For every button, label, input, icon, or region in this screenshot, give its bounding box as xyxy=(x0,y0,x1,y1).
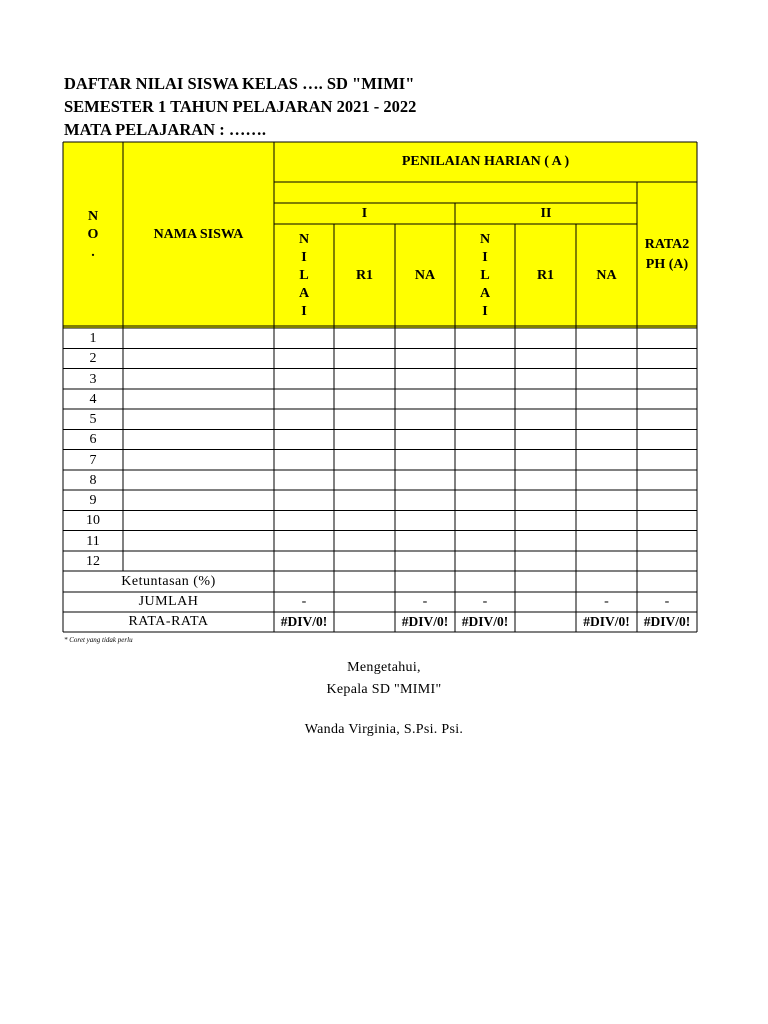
header-nilai-1-letter: L xyxy=(299,268,309,283)
summary-ketuntasan-label: Ketuntasan (%) xyxy=(121,573,216,589)
header-r1-2: R1 xyxy=(536,268,555,283)
header-group-i: I xyxy=(361,205,368,221)
header-nilai-2-letter: L xyxy=(480,268,490,283)
row-number: 4 xyxy=(89,391,97,407)
jumlah-value: - xyxy=(482,594,488,609)
rata-rata-value: #DIV/0! xyxy=(401,614,449,629)
header-rata2-ph xyxy=(637,182,697,328)
header-nilai-2-letter: I xyxy=(482,250,488,265)
row-number: 10 xyxy=(86,513,100,529)
rata-rata-value: #DIV/0! xyxy=(280,614,328,629)
jumlah-value: - xyxy=(301,594,307,609)
header-nilai-1-letter: I xyxy=(301,250,307,265)
title-line-2: SEMESTER 1 TAHUN PELAJARAN 2021 - 2022 xyxy=(64,97,417,116)
signature-position: Kepala SD "MIMI" xyxy=(326,682,442,697)
jumlah-value xyxy=(515,592,576,612)
header-rata2-line: RATA2 xyxy=(644,237,690,252)
rata-rata-value xyxy=(515,612,576,632)
header-nama-siswa: NAMA SISWA xyxy=(153,227,244,242)
row-number: 7 xyxy=(89,452,97,468)
header-nilai-1-letter: N xyxy=(298,232,310,247)
summary-rata-rata-label: RATA-RATA xyxy=(128,614,209,629)
row-number: 12 xyxy=(86,553,100,569)
header-na-2: NA xyxy=(596,268,617,283)
jumlah-value: - xyxy=(422,594,428,609)
rata-rata-value: #DIV/0! xyxy=(643,614,691,629)
row-number: 2 xyxy=(89,351,97,367)
rata-rata-value: #DIV/0! xyxy=(583,614,630,629)
header-nilai-1-letter: A xyxy=(298,286,310,301)
header-nilai-2-letter: N xyxy=(479,232,491,247)
row-number: 9 xyxy=(89,493,97,509)
header-no-letter: . xyxy=(91,245,95,260)
row-number: 6 xyxy=(89,432,97,448)
header-r1-1: R1 xyxy=(355,268,374,283)
signature-mengetahui: Mengetahui, xyxy=(347,660,421,675)
row-number: 5 xyxy=(89,412,97,428)
jumlah-value xyxy=(334,592,395,612)
rata-rata-value xyxy=(334,612,395,632)
row-number: 3 xyxy=(89,371,97,387)
summary-jumlah-label: JUMLAH xyxy=(138,594,199,609)
header-nilai-2 xyxy=(455,224,515,328)
header-na-1: NA xyxy=(414,268,436,283)
header-no-letter: O xyxy=(87,227,99,242)
footnote: * Coret yang tidak perlu xyxy=(64,636,133,644)
header-nilai-1 xyxy=(274,224,334,328)
row-number: 1 xyxy=(89,331,97,347)
header-group-ii: II xyxy=(540,205,552,221)
header-nilai-2-letter: A xyxy=(479,286,491,301)
title-line-3: MATA PELAJARAN : ……. xyxy=(64,120,266,139)
header-penilaian-harian: PENILAIAN HARIAN ( A ) xyxy=(401,154,570,169)
rata-rata-value: #DIV/0! xyxy=(461,614,509,629)
header-no xyxy=(63,142,123,328)
header-nilai-1-letter: I xyxy=(301,304,307,319)
jumlah-value: - xyxy=(664,594,670,609)
row-number: 8 xyxy=(89,472,97,488)
header-nilai-2-letter: I xyxy=(482,304,488,319)
signature-name: Wanda Virginia, S.Psi. Psi. xyxy=(304,722,464,737)
row-number: 11 xyxy=(86,533,100,549)
title-line-1: DAFTAR NILAI SISWA KELAS …. SD "MIMI" xyxy=(64,74,415,93)
jumlah-value: - xyxy=(604,594,609,609)
header-rata2-line: PH (A) xyxy=(645,257,689,272)
header-no-letter: N xyxy=(87,209,99,224)
